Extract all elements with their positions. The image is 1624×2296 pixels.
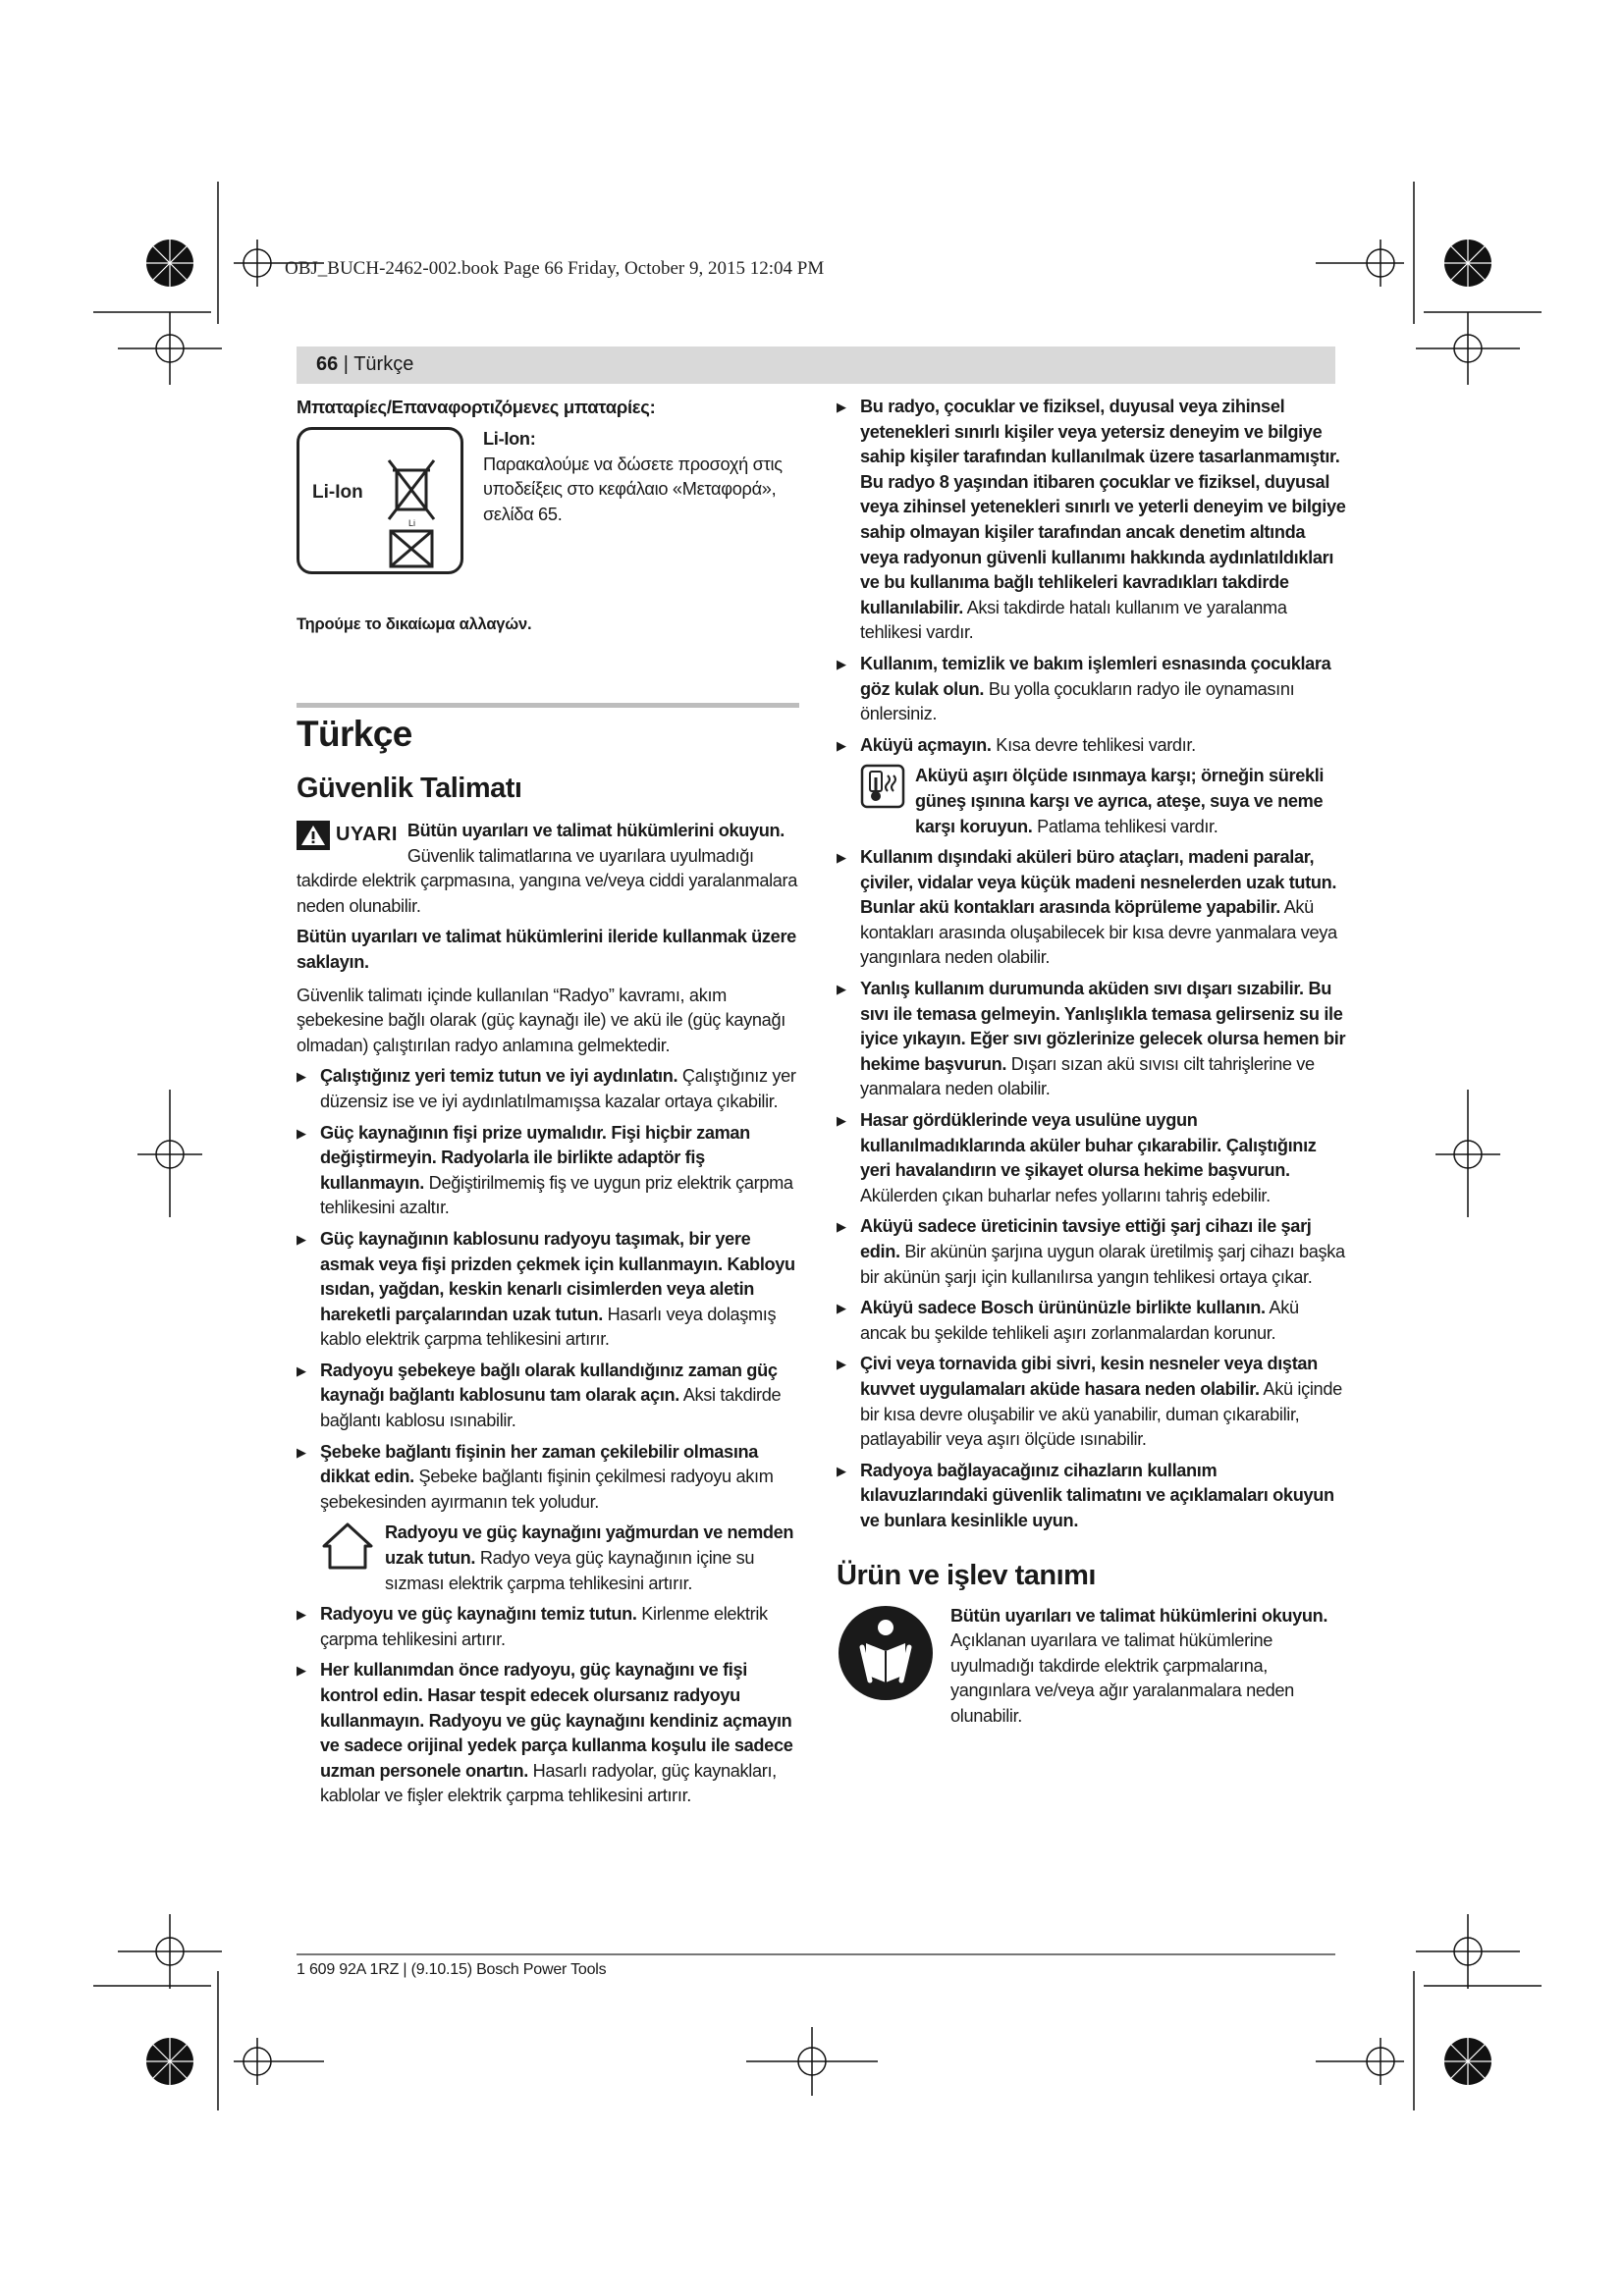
bullet-text: Çalıştığınız yer düzensiz ise ve iyi aydınlatılmamışsa kazalar ortaya çıkabilir. — [320, 1066, 796, 1111]
product-note-bold: Bütün uyarıları ve talimat hükümlerini okuyun. — [950, 1605, 1328, 1626]
battery-text: Παρακαλούμε να δώσετε προσοχή στις υποδείξεις στο κεφάλαιο «Μεταφορά», σελίδα 65. — [483, 454, 783, 524]
list-item — [837, 1108, 1347, 1208]
bullet-arrow-icon: ▶ — [297, 1125, 306, 1141]
bullet-text: Bu yolla çocukların radyo ile oynamasını önlersiniz. — [860, 678, 1295, 724]
bullet-text: Kirlenme elektrik çarpma tehlikesini artırır. — [320, 1604, 768, 1649]
bullet-text: Şebeke bağlantı fişinin çekilmesi radyoyu akım şebekesinden ayırmanın tek yoludur. — [320, 1467, 774, 1512]
bullet-arrow-icon: ▶ — [837, 982, 846, 997]
bullet-text: Hasarlı radyolar, güç kaynakları, kablolar ve fişler elektrik çarpma tehlikesini artırır. — [320, 1760, 777, 1806]
heat-note-rest: Patlama tehlikesi vardır. — [1032, 816, 1218, 836]
header-language: Türkçe — [353, 353, 414, 375]
bullet-arrow-icon: ▶ — [837, 1463, 846, 1478]
list-item — [837, 395, 1347, 646]
product-note-text — [950, 1604, 1347, 1730]
product-note-rest: Açıklanan uyarılara ve talimat hükümlerine uyulmadığı takdirde elektrik çarpmalarına, yangınlara ve/veya ağır yaralanmalara neden olunabilir. — [950, 1630, 1294, 1726]
bullet-arrow-icon: ▶ — [297, 1069, 306, 1085]
bullet-bold: Radyoya bağlayacağınız cihazların kullanım kılavuzlarındaki güvenlik talimatını ve açıklamaları okuyun ve bunlara kesinlikle uyun. — [860, 1460, 1334, 1530]
bullet-arrow-icon: ▶ — [297, 1362, 306, 1378]
list-item — [297, 1658, 799, 1809]
rights-notice: Τηρούμε το δικαίωμα αλλαγών. — [297, 615, 532, 633]
list-item — [837, 652, 1347, 727]
footer-rule — [297, 1953, 1335, 1955]
rain-note-bold: Radyoyu ve güç kaynağını yağmurdan ve nemden uzak tutun. — [385, 1522, 794, 1569]
bullet-bold: Her kullanımdan önce radyoyu, güç kaynağını ve fişi kontrol edin. Hasar tespit edecek olursanız radyoyu kullanmayın. Radyoyu ve güç kaynağını kendiniz açmayın ve sadece orijinal yedek parça kullanma koşulu ile sadece uzman personele onartın. — [320, 1660, 793, 1781]
warning-block — [297, 819, 799, 919]
heat-note — [860, 764, 1347, 839]
bullet-bold: Kullanım dışındaki aküleri büro ataçları, madeni paralar, çiviler, vidalar veya küçük madeni nesnelerden uzak tutun. Bunlar akü kontakları arasında köprüleme yapabilir. — [860, 847, 1337, 918]
product-note — [837, 1604, 1347, 1730]
list-item — [297, 1121, 799, 1221]
temperature-warning-icon — [860, 764, 905, 809]
bullet-bold: Çalıştığınız yeri temiz tutun ve iyi aydınlatın. — [320, 1066, 678, 1087]
bullet-text: Bir akünün şarjına uygun olarak üretilmiş şarj cihazı başka bir akünün şarjı için kullanılırsa yangın tehlikesi ortaya çıkar. — [860, 1242, 1345, 1287]
bullet-bold: Aküyü açmayın. — [860, 734, 992, 755]
bullet-arrow-icon: ▶ — [837, 1357, 846, 1372]
right-bullet-list — [837, 395, 1347, 758]
bullet-arrow-icon: ▶ — [837, 850, 846, 866]
bullet-text: Kısa devre tehlikesi vardır. — [991, 734, 1196, 755]
bullet-bold: Güç kaynağının fişi prize uymalıdır. Fişi hiçbir zaman değiştirmeyin. Radyolarla ile birlikte adaptör fiş kullanmayın. — [320, 1122, 750, 1193]
li-small-label: Li — [408, 518, 416, 528]
bullet-bold: Güç kaynağının kablosunu radyoyu taşımak, bir yere asmak veya fişi prizden çekmek için kullanmayın. Kabloyu ısıdan, yağdan, keskin kenarlı cisimlerden veya aletin hareketli parçalarından uzak tutun. — [320, 1228, 795, 1324]
list-item — [297, 1602, 799, 1652]
heat-note-text — [915, 764, 1347, 839]
battery-text-block — [483, 427, 799, 527]
bullet-text: Akü içinde bir kısa devre oluşabilir ve akü yanabilir, duman çıkarabilir, patlayabilir veya aşırı ölçüde ısınabilir. — [860, 1378, 1342, 1450]
battery-section — [297, 427, 799, 574]
keep-instructions — [297, 925, 799, 975]
bullet-text: Hasarlı veya dolaşmış kablo elektrik çarpma tehlikesini artırır. — [320, 1304, 777, 1350]
bullet-text: Değiştirilmemiş fiş ve uygun priz elektrik çarpma tehlikesini azaltır. — [320, 1172, 793, 1218]
bullet-bold: Çivi veya tornavida gibi sivri, kesin nesneler veya dıştan kuvvet uygulamaları aküde hasara neden olabilir. — [860, 1354, 1318, 1399]
warning-badge — [297, 821, 398, 850]
list-item — [297, 1227, 799, 1353]
li-ion-label: Li-Ion — [312, 482, 363, 503]
bullet-bold: Şebeke bağlantı fişinin her zaman çekilebilir olmasına dikkat edin. — [320, 1441, 759, 1487]
right-bullet-list-2 — [837, 845, 1347, 1533]
bullet-arrow-icon: ▶ — [297, 1607, 306, 1623]
bullet-text: Dışarı sızan akü sıvısı cilt tahrişlerine ve yanmalara neden olabilir. — [860, 1053, 1315, 1099]
battery-disposal-icon — [297, 427, 463, 574]
page-header-bar — [297, 347, 1335, 384]
bullet-bold: Kullanım, temizlik ve bakım işlemleri esnasında çocuklara göz kulak olun. — [860, 653, 1331, 699]
bullet-arrow-icon: ▶ — [837, 1301, 846, 1316]
bullet-arrow-icon: ▶ — [837, 737, 846, 753]
keep-instructions-text: Bütün uyarıları ve talimat hükümlerini ileride kullanmak üzere saklayın. — [297, 927, 796, 972]
bullet-bold: Radyoyu şebekeye bağlı olarak kullandığınız zaman güç kaynağı bağlantı kablosunu tam olarak açın. — [320, 1360, 778, 1406]
rain-note-rest: Radyo veya güç kaynağının içine su sızması elektrik çarpma tehlikesini artırır. — [385, 1548, 755, 1593]
bullet-arrow-icon: ▶ — [837, 1113, 846, 1129]
battery-section-title: Μπαταρίες/Επαναφορτιζόμενες μπαταρίες: — [297, 397, 656, 417]
list-item — [297, 1064, 799, 1114]
list-item — [837, 845, 1347, 971]
list-item — [297, 1359, 799, 1434]
list-item — [837, 1214, 1347, 1290]
warning-text: Güvenlik talimatlarına ve uyarılara uyulmadığı takdirde elektrik çarpmasına, yangına ve/veya ciddi yaralanmalara neden olunabilir. — [297, 845, 798, 916]
bullet-text: Akü ancak bu şekilde tehlikeli aşırı zorlanmalardan korunur. — [860, 1298, 1299, 1343]
list-item — [837, 1352, 1347, 1452]
warning-word: UYARI — [336, 824, 398, 846]
left-bullet-list — [297, 1064, 799, 1515]
bullet-text: Aksi takdirde bağlantı kablosu ısınabilir. — [320, 1385, 782, 1431]
left-column — [297, 395, 799, 1815]
bullet-arrow-icon: ▶ — [837, 1219, 846, 1235]
bullet-bold: Aküyü sadece Bosch ürününüzle birlikte kullanın. — [860, 1298, 1266, 1318]
list-item — [837, 1296, 1347, 1346]
header-separator: | — [338, 353, 354, 375]
page-number: 66 — [316, 353, 339, 375]
product-title: Ürün ve işlev tanımı — [837, 1559, 1096, 1591]
warning-triangle-icon — [297, 821, 330, 850]
right-column — [837, 395, 1347, 1730]
bullet-text: Aksi takdirde hatalı kullanım ve yaralanma tehlikesi vardır. — [860, 597, 1287, 643]
file-slug: OBJ_BUCH-2462-002.book Page 66 Friday, October 9, 2015 12:04 PM — [285, 258, 825, 279]
bullet-arrow-icon: ▶ — [297, 1663, 306, 1679]
section-rule — [297, 703, 799, 708]
bullet-arrow-icon: ▶ — [297, 1231, 306, 1247]
rain-note-text — [385, 1521, 799, 1596]
bullet-bold: Aküyü sadece üreticinin tavsiye ettiği şarj cihazı ile şarj edin. — [860, 1216, 1312, 1261]
bullet-bold: Radyoyu ve güç kaynağını temiz tutun. — [320, 1604, 637, 1625]
bullet-arrow-icon: ▶ — [837, 656, 846, 671]
read-manual-icon — [837, 1604, 935, 1702]
bullet-arrow-icon: ▶ — [837, 400, 846, 414]
battery-subtitle: Li-Ion: — [483, 429, 536, 449]
page-header — [316, 353, 413, 376]
list-item — [837, 733, 1347, 759]
bullet-bold: Hasar gördüklerinde veya usulüne uygun kullanılmadıklarında aküler buhar çıkarabilir. Çalıştığınız yeri havalandırın ve şikayet olursa hekime başvurun. — [860, 1110, 1317, 1181]
bullet-arrow-icon: ▶ — [297, 1444, 306, 1460]
list-item — [837, 977, 1347, 1102]
rain-note — [320, 1521, 799, 1596]
heat-note-bold: Aküyü aşırı ölçüde ısınmaya karşı; örneğin sürekli güneş ışınına karşı ve ayrıca, ateşe, suya ve neme karşı koruyun. — [915, 766, 1325, 836]
section-title: Türkçe — [297, 714, 412, 754]
list-item — [297, 1440, 799, 1516]
list-item — [837, 1459, 1347, 1534]
page-footer: 1 609 92A 1RZ | (9.10.15) Bosch Power Tools — [297, 1961, 607, 1978]
warning-bold: Bütün uyarıları ve talimat hükümlerini okuyun. — [406, 821, 785, 840]
safety-title: Güvenlik Talimatı — [297, 773, 522, 804]
radio-definition: Güvenlik talimatı içinde kullanılan “Radyo” kavramı, akım şebekesine bağlı olarak (güç kaynağı ile) ve akü ile (güç kaynağı olmadan) çalıştırılan radyo anlamına gelmektedir. — [297, 985, 785, 1055]
bullet-bold: Yanlış kullanım durumunda aküden sıvı dışarı sızabilir. Bu sıvı ile temasa gelmeyin. Yanlışlıkla temasa gelirseniz su ile iyice yıkayın. Eğer sıvı gözlerinize gelecek olursa hemen bir hekime başvurun. — [860, 979, 1346, 1074]
bullet-bold: Bu radyo, çocuklar ve fiziksel, duyusal veya zihinsel yetenekleri sınırlı kişiler veya yetersiz deneyim ve bilgiye sahip kişiler tarafından kullanılmak üzere tasarlanmamıştır. Bu radyo 8 yaşından itibaren çocuklar ve fiziksel, duyusal veya zihinsel yetenekleri sınırlı ve yeterli deneyim ve bilgiye sahip olmayan kişiler tarafından ancak denetim altında veya radyonun güvenli kullanımı hakkında aydınlatıldıkları ve bu kullanıma bağlı tehlikeleri kavradıkları takdirde kullanılabilir. — [860, 397, 1346, 617]
bullet-text: Akü kontakları arasında oluşabilecek bir kısa devre yanmalara veya yangınlara neden olabilir. — [860, 897, 1337, 968]
left-bullet-list-2 — [297, 1602, 799, 1809]
house-icon — [320, 1521, 375, 1572]
bullet-text: Akülerden çıkan buharlar nefes yollarını tahriş edebilir. — [860, 1185, 1271, 1205]
